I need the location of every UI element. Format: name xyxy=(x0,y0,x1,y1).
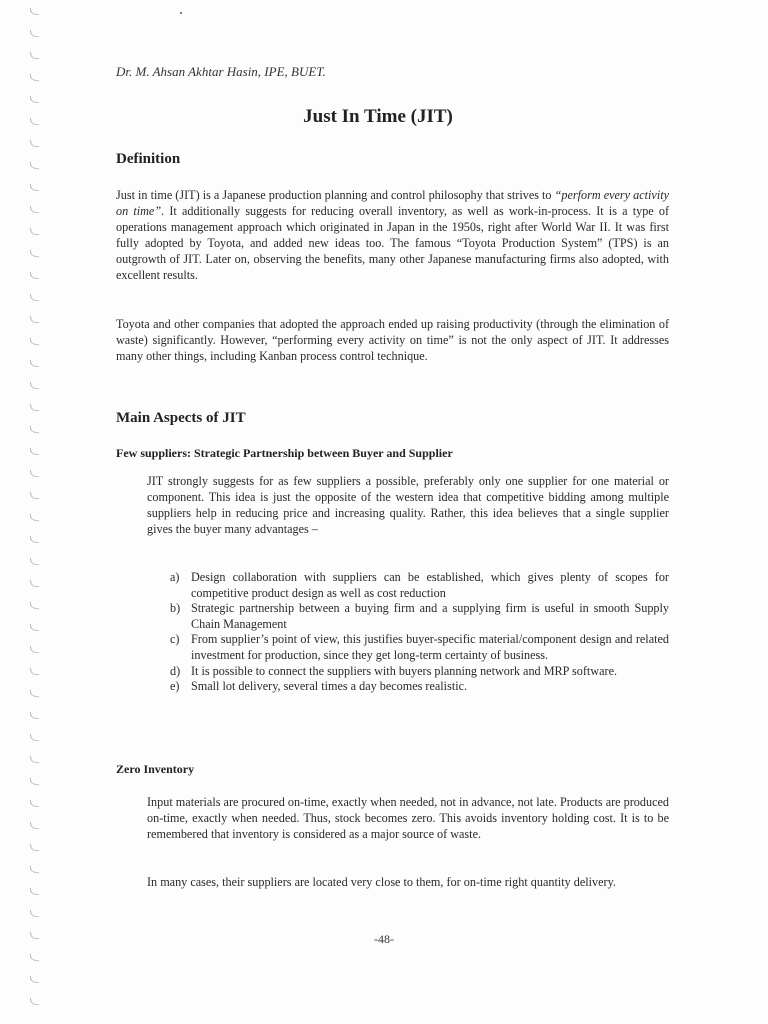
binding-hole xyxy=(30,558,39,565)
binding-hole xyxy=(30,30,39,37)
zero-inventory-paragraph-1: Input materials are procured on-time, exactly when needed, not in advance, not late. Products are produced on-time, exactly when needed. Thus, stock becomes zero. This avoids inventory holding cost. It is to be remembered that inventory is considered as a major source of waste. xyxy=(147,795,669,841)
binding-hole xyxy=(30,690,39,697)
binding-hole xyxy=(30,668,39,675)
definition-p1-end: . It additionally suggests for reducing overall inventory, as well as work-in-process. It is a type of operations management approach which originated in Japan in the 1950s, right after World War II. It was first fully adopted by Toyota, and added new ideas too. The famous “Toyota Production System” (TPS) is an outgrowth of JIT. Later on, observing the benefits, many other Japanese manufacturing firms also adopted, with excellent results. xyxy=(116,204,670,282)
binding-hole xyxy=(30,910,39,917)
binding-hole xyxy=(30,646,39,653)
binding-hole xyxy=(30,74,39,81)
binding-hole xyxy=(30,954,39,961)
binding-hole xyxy=(30,734,39,741)
list-marker: c) xyxy=(170,632,180,647)
binding-hole xyxy=(30,338,39,345)
main-aspects-heading: Main Aspects of JIT xyxy=(116,410,246,426)
binding-hole xyxy=(30,448,39,455)
advantages-list xyxy=(170,570,669,695)
binding-hole xyxy=(30,778,39,785)
binding-hole xyxy=(30,206,39,213)
binding-hole xyxy=(30,140,39,147)
list-item-text: From supplier’s point of view, this justifies buyer-specific material/component design and related investment for production, since they get long-term certainty of business. xyxy=(191,632,669,662)
definition-paragraph-1 xyxy=(116,187,669,283)
list-item xyxy=(170,570,669,601)
binding-hole xyxy=(30,8,39,15)
few-suppliers-heading: Few suppliers: Strategic Partnership between Buyer and Supplier xyxy=(116,446,453,460)
list-marker: a) xyxy=(170,570,180,584)
binding-hole xyxy=(30,470,39,477)
list-item xyxy=(170,632,669,663)
binding-hole xyxy=(30,52,39,59)
binding-hole xyxy=(30,624,39,631)
spiral-binding xyxy=(28,0,42,1024)
binding-hole xyxy=(30,580,39,587)
binding-hole xyxy=(30,976,39,983)
binding-hole xyxy=(30,162,39,169)
definition-p1-start: Just in time (JIT) is a Japanese production planning and control philosophy that strives to xyxy=(116,188,555,202)
binding-hole xyxy=(30,800,39,807)
binding-hole xyxy=(30,228,39,235)
binding-hole xyxy=(30,844,39,851)
list-marker: d) xyxy=(170,663,181,678)
list-marker: e) xyxy=(170,679,180,694)
list-item-text: Strategic partnership between a buying firm and a supplying firm is useful in smooth Supply Chain Management xyxy=(191,601,669,631)
definition-heading: Definition xyxy=(116,151,181,167)
binding-hole xyxy=(30,866,39,873)
binding-hole xyxy=(30,404,39,411)
binding-hole xyxy=(30,184,39,191)
binding-hole xyxy=(30,822,39,829)
binding-hole xyxy=(30,492,39,499)
page-number: -48- xyxy=(374,932,394,946)
list-item-text: It is possible to connect the suppliers with buyers planning network and MRP software. xyxy=(191,663,618,678)
list-item xyxy=(170,679,669,695)
binding-hole xyxy=(30,514,39,521)
binding-hole xyxy=(30,382,39,389)
definition-paragraph-2: Toyota and other companies that adopted the approach ended up raising productivity (through the elimination of waste) significantly. However, “performing every activity on time” is not the only aspect of JIT. It addresses many other things, including Kanban process control technique. xyxy=(116,317,669,363)
binding-hole xyxy=(30,712,39,719)
binding-hole xyxy=(30,250,39,257)
binding-hole xyxy=(30,998,39,1005)
few-suppliers-intro: JIT strongly suggests for as few suppliers a possible, preferably only one supplier for one material or component. This idea is just the opposite of the western idea that competitive bidding among multiple suppliers help in reducing price and increasing quality. Rather, this idea believes that a single supplier gives the buyer many advantages – xyxy=(147,474,669,536)
binding-hole xyxy=(30,756,39,763)
author-header: Dr. M. Ahsan Akhtar Hasin, IPE, BUET. xyxy=(116,64,326,79)
binding-hole xyxy=(30,360,39,367)
binding-hole xyxy=(30,426,39,433)
zero-inventory-heading: Zero Inventory xyxy=(116,762,195,776)
page-title: Just In Time (JIT) xyxy=(303,106,453,127)
definition-p1-emphasis: “perform every activity on time” xyxy=(116,188,669,218)
list-marker: b) xyxy=(170,601,181,616)
speck-mark xyxy=(180,12,182,14)
list-item xyxy=(170,601,669,632)
list-item xyxy=(170,664,669,680)
binding-hole xyxy=(30,602,39,609)
zero-inventory-paragraph-2: In many cases, their suppliers are located very close to them, for on-time right quantity delivery. xyxy=(147,875,616,889)
binding-hole xyxy=(30,536,39,543)
binding-hole xyxy=(30,294,39,301)
list-item-text: Small lot delivery, several times a day becomes realistic. xyxy=(191,679,468,694)
page-title-container xyxy=(0,106,768,128)
list-item-text: Design collaboration with suppliers can be established, which gives plenty of scopes for competitive product design as well as cost reduction xyxy=(191,570,669,600)
binding-hole xyxy=(30,316,39,323)
binding-hole xyxy=(30,888,39,895)
binding-hole xyxy=(30,96,39,103)
binding-hole xyxy=(30,272,39,279)
